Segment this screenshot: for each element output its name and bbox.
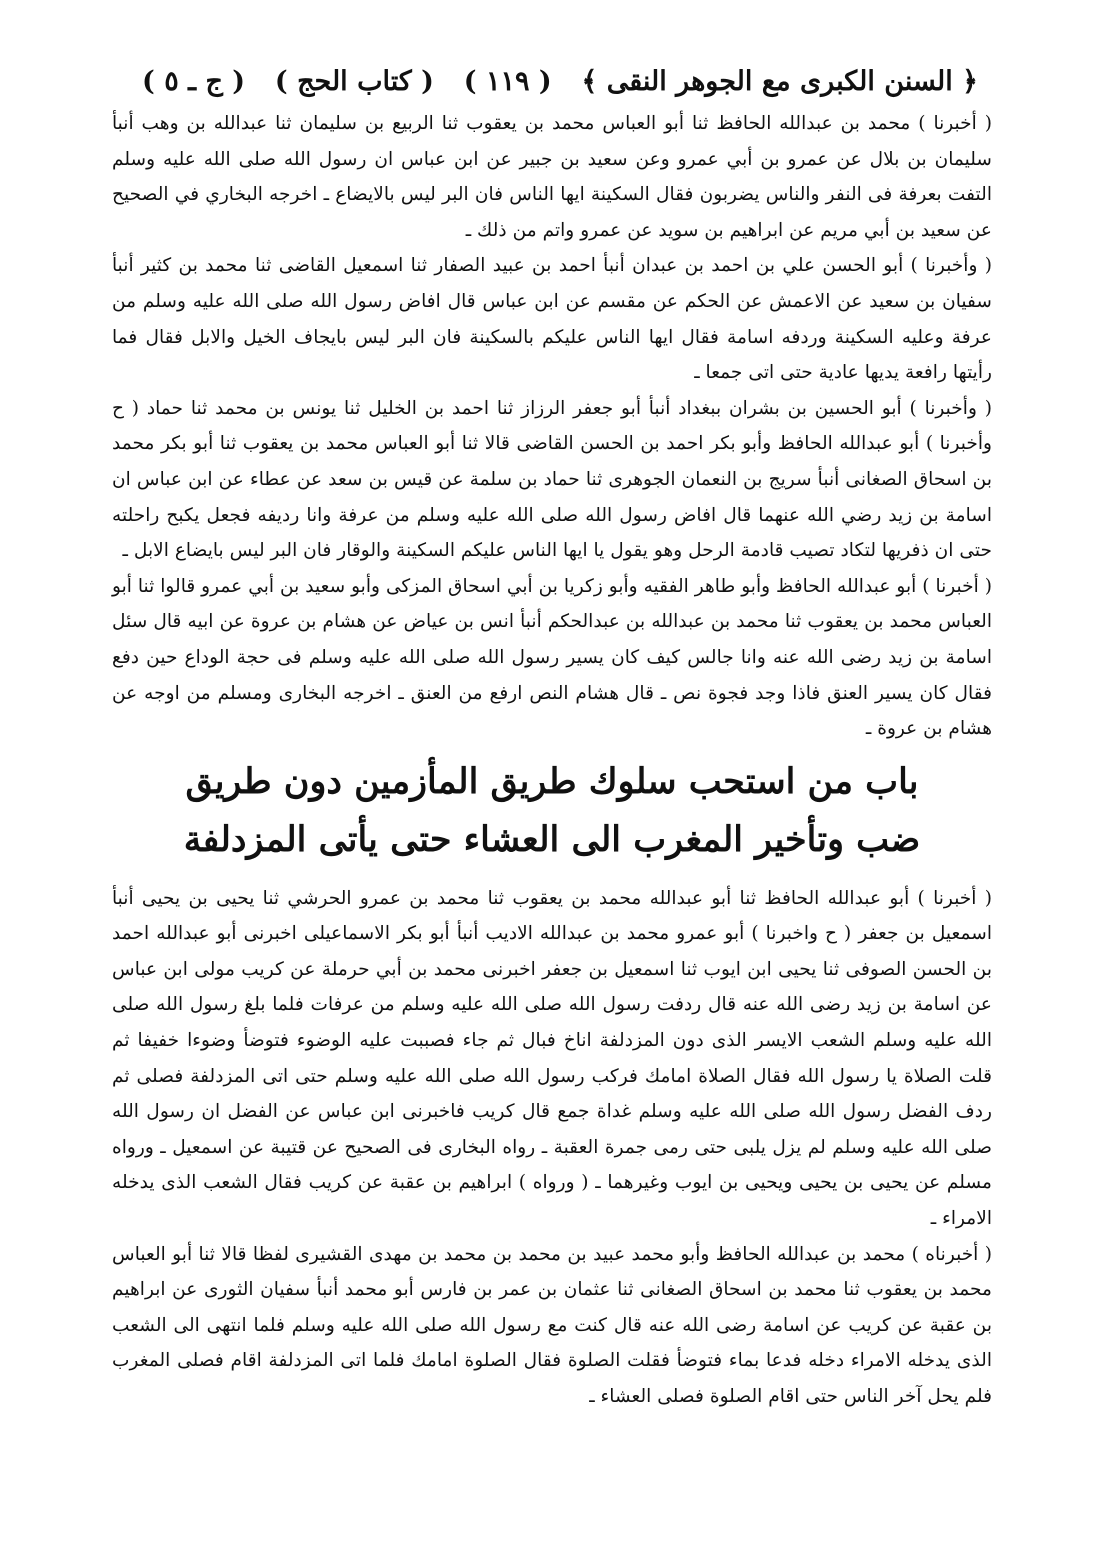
chapter-heading (112, 753, 992, 869)
running-header (112, 62, 992, 102)
page-number: ( ١١٩ ) (463, 66, 552, 97)
hadith-paragraph: ( أخبرنا ) أبو عبدالله الحافظ ثنا أبو عبدالله محمد بن يعقوب ثنا محمد بن عمرو الحرشي ثنا يحيى بن يحيى أنبأ اسمعيل بن جعفر ( ح واخبرنا ) أبو عمرو محمد بن عبدالله الاديب أنبأ أبو بكر الاسماعيلى اخبرنى أبو عبدالله احمد بن الحسن الصوفى ثنا يحيى ابن ايوب ثنا اسمعيل بن جعفر اخبرنى محمد بن أبي حرملة عن كريب مولى ابن عباس عن اسامة بن زيد رضى الله عنه قال ردفت رسول الله صلى الله عليه وسلم من عرفات فلما بلغ رسول الله صلى الله عليه وسلم الشعب الايسر الذى دون المزدلفة اناخ فبال ثم جاء فصببت عليه الوضوء فتوضأ وضوءا خفيفا ثم قلت الصلاة يا رسول الله فقال الصلاة امامك فركب رسول الله صلى الله عليه وسلم حتى اتى المزدلفة فصلى ثم ردف الفضل رسول الله صلى الله عليه وسلم غداة جمع قال كريب فاخبرنى ابن عباس عن الفضل ان رسول الله صلى الله عليه وسلم لم يزل يلبى حتى رمى جمرة العقبة ـ رواه البخارى فى الصحيح عن قتيبة عن اسمعيل ـ ورواه مسلم عن يحيى بن يحيى ويحيى بن ايوب وغيرهما ـ ( ورواه ) ابراهيم بن عقبة عن كريب فقال الشعب الذى يدخله الامراء ـ (112, 887, 992, 1230)
hadith-paragraph: ( وأخبرنا ) أبو الحسن علي بن احمد بن عبدان أنبأ احمد بن عبيد الصفار ثنا اسمعيل القاضى ثنا محمد بن كثير أنبأ سفيان بن سعيد عن الاعمش عن الحكم عن مقسم عن ابن عباس قال افاض رسول الله صلى الله عليه وسلم من عرفة وعليه السكينة وردفه اسامة فقال ايها الناس عليكم بالسكينة فان البر ليس بايجاف الخيل والابل فقال فما رأيتها رافعة يديها عادية حتى اتى جمعا ـ (112, 255, 992, 384)
hadith-paragraph: ( أخبرنا ) محمد بن عبدالله الحافظ ثنا أبو العباس محمد بن يعقوب ثنا الربيع بن سليمان ثنا عبدالله بن وهب أنبأ سليمان بن بلال عن عمرو بن أبي عمرو وعن سعيد بن جبير عن ابن عباس ان رسول الله صلى الله عليه وسلم التفت بعرفة فى النفر والناس يضربون فقال السكينة ايها الناس فان البر ليس بالايضاع ـ اخرجه البخاري في الصحيح عن سعيد بن أبي مريم عن ابراهيم بن سويد عن عمرو واتم من ذلك ـ (112, 113, 992, 241)
hadith-paragraph: ( وأخبرنا ) أبو الحسين بن بشران ببغداد أنبأ أبو جعفر الرزاز ثنا احمد بن الخليل ثنا يونس بن محمد ثنا حماد ( ح وأخبرنا ) أبو عبدالله الحافظ وأبو بكر احمد بن الحسن القاضى قالا ثنا أبو العباس محمد بن يعقوب ثنا أبو بكر محمد بن اسحاق الصغانى أنبأ سريج بن النعمان الجوهرى ثنا حماد بن سلمة عن قيس بن سعد عن عطاء عن ابن عباس ان اسامة بن زيد رضي الله عنهما قال افاض رسول الله صلى الله عليه وسلم من عرفة وانا رديفه فجعل يكبح راحلته حتى ان ذفريها لتكاد تصيب قادمة الرحل وهو يقول يا ايها الناس عليكم السكينة والوقار فان البر ليس بايضاع الابل ـ (112, 397, 993, 562)
hadith-paragraph: ( أخبرناه ) محمد بن عبدالله الحافظ وأبو محمد عبيد بن محمد بن محمد بن مهدى القشيرى لفظا قالا ثنا أبو العباس محمد بن يعقوب ثنا محمد بن اسحاق الصغانى ثنا عثمان بن عمر بن فارس أبو محمد أنبأ سفيان الثورى عن ابراهيم بن عقبة عن كريب عن اسامة رضى الله عنه قال كنت مع رسول الله صلى الله عليه وسلم فلما انتهى الى الشعب الذى يدخله الامراء دخله فدعا بماء فتوضأ فقلت الصلوة فقال الصلوة امامك فلما اتى المزدلفة اقام فصلى المغرب فلم يحل آخر الناس حتى اقام الصلوة فصلى العشاء ـ (112, 1243, 992, 1407)
volume-number: ( ج ـ ٥ ) (142, 66, 246, 97)
book-title: ﴿ السنن الكبرى مع الجوهر النقى ﴾ (581, 66, 978, 97)
hadith-paragraph: ( أخبرنا ) أبو عبدالله الحافظ وأبو طاهر الفقيه وأبو زكريا بن أبي اسحاق المزكى وأبو سعيد بن أبي عمرو قالوا ثنا أبو العباس محمد بن يعقوب ثنا محمد بن عبدالله بن عبدالحكم أنبأ انس بن عياض عن هشام بن عروة عن ابيه قال سئل اسامة بن زيد رضى الله عنه وانا جالس كيف كان يسير رسول الله صلى الله عليه وسلم فى حجة الوداع حين دفع فقال كان يسير العنق فاذا وجد فجوة نص ـ قال هشام النص ارفع من العنق ـ اخرجه البخارى ومسلم من اوجه عن هشام بن عروة ـ (112, 575, 992, 740)
chapter-heading-line: ضب وتأخير المغرب الى العشاء حتى يأتى المزدلفة (183, 818, 921, 860)
chapter-heading-line: باب من استحب سلوك طريق المأزمين دون طريق (185, 760, 919, 802)
section-title: ( كتاب الحج ) (274, 66, 434, 97)
